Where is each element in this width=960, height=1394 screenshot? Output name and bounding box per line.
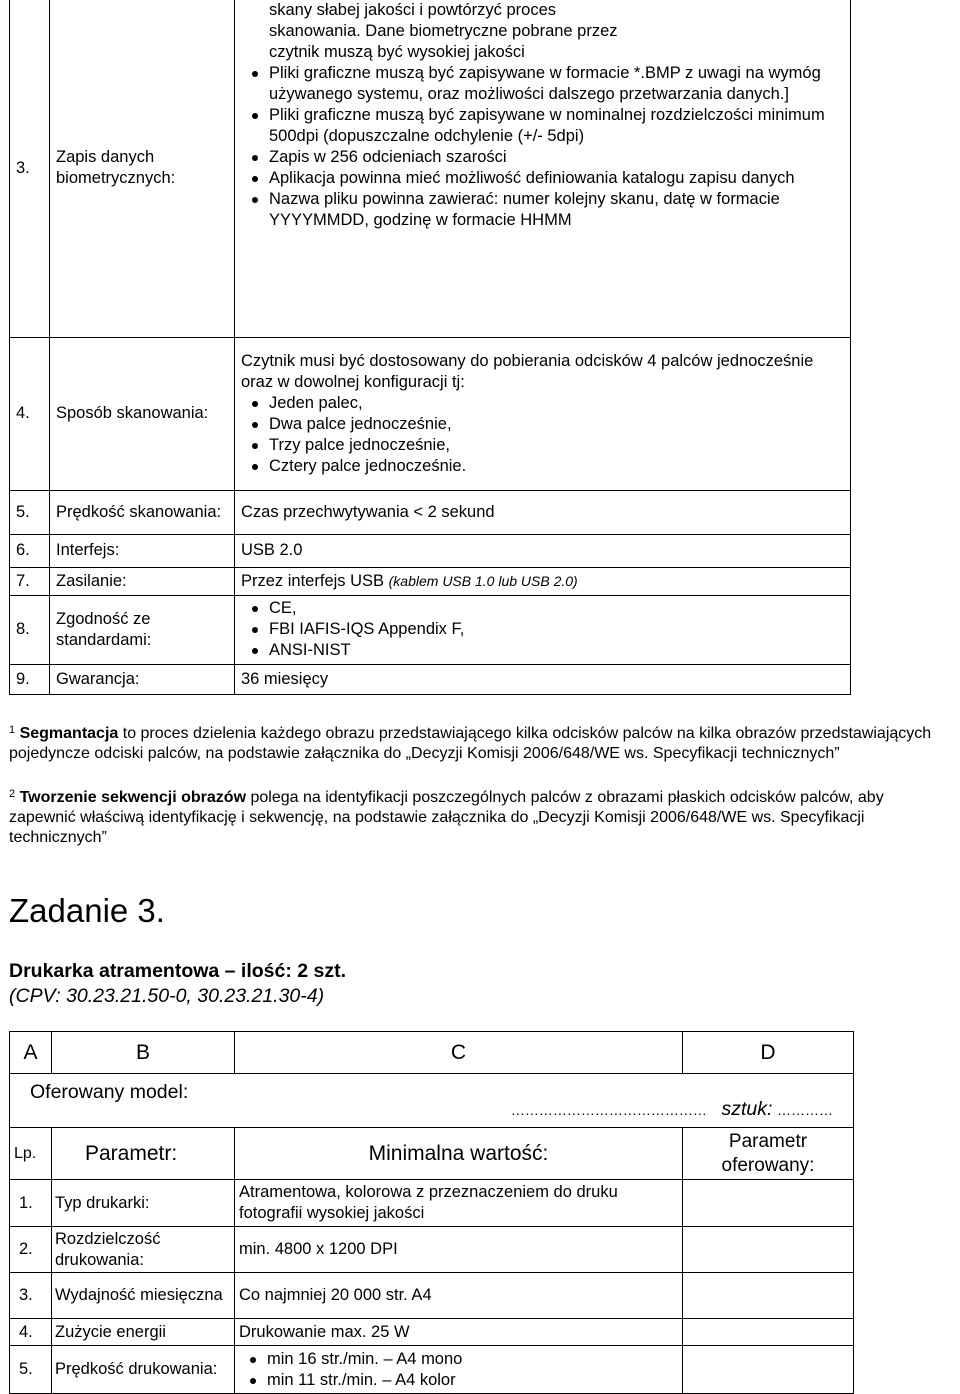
row-label: Sposób skanowania:	[50, 337, 235, 490]
footnote-text: to proces dzielenia każdego obrazu przedstawiającego kilka odcisków palców na kilka obrazów przedstawiających pojedyncze odciski palców, na podstawie załącznika do „Decyzji Komisji 2006/648/WE ws. Specyfikacji technicznych”	[9, 725, 932, 762]
row-label: Gwarancja:	[50, 664, 235, 694]
offered-cell[interactable]	[683, 1319, 854, 1346]
footnote-mark: 1	[9, 724, 16, 736]
offered-cell[interactable]	[683, 1180, 854, 1227]
list-item: min 11 str./min. – A4 kolor	[259, 1370, 682, 1391]
list-item: Nazwa pliku powinna zawierać: numer kolejny skanu, datę w formacie YYYYMMDD, godzinę w formacie HHMM	[261, 189, 844, 231]
row-value: Atramentowa, kolorowa z przeznaczeniem do druku fotografii wysokiej jakości	[235, 1180, 683, 1227]
printer-table	[9, 1031, 854, 1394]
task-cpv: (CPV: 30.23.21.50-0, 30.23.21.30-4)	[9, 985, 325, 1007]
task-heading: Zadanie 3.	[9, 892, 165, 929]
footnote-2	[9, 788, 954, 848]
footnote-text: polega na identyfikacji poszczególnych palców z obrazami płaskich odcisków palców, aby zapewnić właściwą identyfikację i sekwencję, na podstawie załącznika do „Decyzji Komisji 2006/648/WE ws. Specyfikacji technicznych”	[9, 789, 884, 846]
list-item: Pliki graficzne muszą być zapisywane w nominalnej rozdzielczości minimum 500dpi (dopuszczalne odchylenie (+/- 5dpi)	[261, 105, 844, 147]
table-row	[10, 595, 851, 664]
row-value: Czas przechwytywania < 2 sekund	[235, 490, 851, 534]
lp-header: Lp.	[10, 1128, 52, 1180]
footnote-1	[9, 724, 954, 764]
footnote-mark: 2	[9, 788, 16, 800]
row-number: 4.	[10, 1319, 52, 1346]
list-item: Aplikacja powinna mieć możliwość definiowania katalogu zapisu danych	[261, 168, 844, 189]
list-item: ANSI-NIST	[261, 640, 844, 661]
row-number: 8.	[10, 595, 50, 664]
row-label: Typ drukarki:	[52, 1180, 235, 1227]
bullet-list	[239, 1349, 682, 1391]
row-number: 7.	[10, 567, 50, 595]
table-row	[10, 567, 851, 595]
model-label: Oferowany model:	[10, 1074, 235, 1128]
table-row	[10, 0, 851, 337]
row-value	[235, 337, 851, 490]
row-value: 36 miesięcy	[235, 664, 851, 694]
list-item: Dwa palce jednocześnie,	[261, 414, 844, 435]
intro-line: czytnik muszą być wysokiej jakości	[269, 43, 525, 61]
row-number: 1.	[10, 1180, 52, 1227]
pcs-label: sztuk:	[721, 1098, 773, 1120]
table-header-row	[10, 1032, 854, 1074]
list-item: Pliki graficzne muszą być zapisywane w formacie *.BMP z uwagi na wymóg używanego systemu, oraz możliwości dalszego przetwarzania danych.]	[261, 63, 844, 105]
row-label: Zużycie energii	[52, 1319, 235, 1346]
model-dots: ……………………………………	[510, 1102, 707, 1118]
row-label: Zapis danych biometrycznych:	[50, 0, 235, 337]
table-row	[10, 1273, 854, 1319]
model-value	[235, 1074, 854, 1128]
param-header: Parametr:	[52, 1128, 235, 1180]
table-row	[10, 1319, 854, 1346]
row-label: Zasilanie:	[50, 567, 235, 595]
row-value	[235, 595, 851, 664]
row-value: Co najmniej 20 000 str. A4	[235, 1273, 683, 1319]
task-subtitle: Drukarka atramentowa – ilość: 2 szt.	[9, 960, 347, 982]
list-item: FBI IAFIS-IQS Appendix F,	[261, 619, 844, 640]
list-item: min 16 str./min. – A4 mono	[259, 1349, 682, 1370]
row-number: 5.	[10, 1346, 52, 1394]
value-text: Przez interfejs USB	[241, 571, 385, 590]
min-value-header: Minimalna wartość:	[235, 1128, 683, 1180]
bullet-list	[241, 393, 844, 477]
offered-cell[interactable]	[683, 1227, 854, 1273]
row-value: USB 2.0	[235, 534, 851, 567]
model-row	[10, 1074, 854, 1128]
row-number: 9.	[10, 664, 50, 694]
row-number: 4.	[10, 337, 50, 490]
list-item: CE,	[261, 598, 844, 619]
row-value: Drukowanie max. 25 W	[235, 1319, 683, 1346]
row-value	[235, 567, 851, 595]
intro-line: skany słabej jakości i powtórzyć proces	[269, 1, 557, 19]
list-item: Zapis w 256 odcieniach szarości	[261, 147, 844, 168]
footnote-term: Tworzenie sekwencji obrazów	[19, 789, 247, 806]
offered-header: Parametr oferowany:	[683, 1128, 854, 1180]
table-row	[10, 664, 851, 694]
row-value	[235, 0, 851, 337]
table-row	[10, 1227, 854, 1273]
bullet-list	[241, 598, 844, 661]
row-number: 3.	[10, 1273, 52, 1319]
row-label: Zgodność ze standardami:	[50, 595, 235, 664]
row-label: Prędkość drukowania:	[52, 1346, 235, 1394]
offered-cell[interactable]	[683, 1273, 854, 1319]
row-value	[235, 1346, 683, 1394]
table-row	[10, 1346, 854, 1394]
table-row	[10, 534, 851, 567]
list-item: Jeden palec,	[261, 393, 844, 414]
row-number: 6.	[10, 534, 50, 567]
row-number: 2.	[10, 1227, 52, 1273]
spec-table	[9, 0, 851, 695]
row-label: Prędkość skanowania:	[50, 490, 235, 534]
bullet-list	[241, 63, 844, 231]
value-note: (kablem USB 1.0 lub USB 2.0)	[388, 572, 578, 589]
row-label: Interfejs:	[50, 534, 235, 567]
footnote-term: Segmantacja	[19, 725, 119, 742]
table-row	[10, 490, 851, 534]
list-item: Cztery palce jednocześnie.	[261, 456, 844, 477]
column-header-a: A	[10, 1032, 52, 1074]
param-header-row	[10, 1128, 854, 1180]
pcs-dots: …………	[777, 1102, 833, 1118]
table-row	[10, 1180, 854, 1227]
column-header-d: D	[683, 1032, 854, 1074]
offered-cell[interactable]	[683, 1346, 854, 1394]
row-number: 5.	[10, 490, 50, 534]
intro-line: skanowania. Dane biometryczne pobrane przez	[269, 22, 618, 40]
column-header-c: C	[235, 1032, 683, 1074]
row-label: Wydajność miesięczna	[52, 1273, 235, 1319]
row-number: 3.	[10, 0, 50, 337]
column-header-b: B	[52, 1032, 235, 1074]
row-value: min. 4800 x 1200 DPI	[235, 1227, 683, 1273]
list-item: Trzy palce jednocześnie,	[261, 435, 844, 456]
row-text: Czytnik musi być dostosowany do pobierania odcisków 4 palców jednocześnie oraz w dowolnej konfiguracji tj:	[241, 351, 814, 391]
table-row	[10, 337, 851, 490]
row-label: Rozdzielczość drukowania:	[52, 1227, 235, 1273]
